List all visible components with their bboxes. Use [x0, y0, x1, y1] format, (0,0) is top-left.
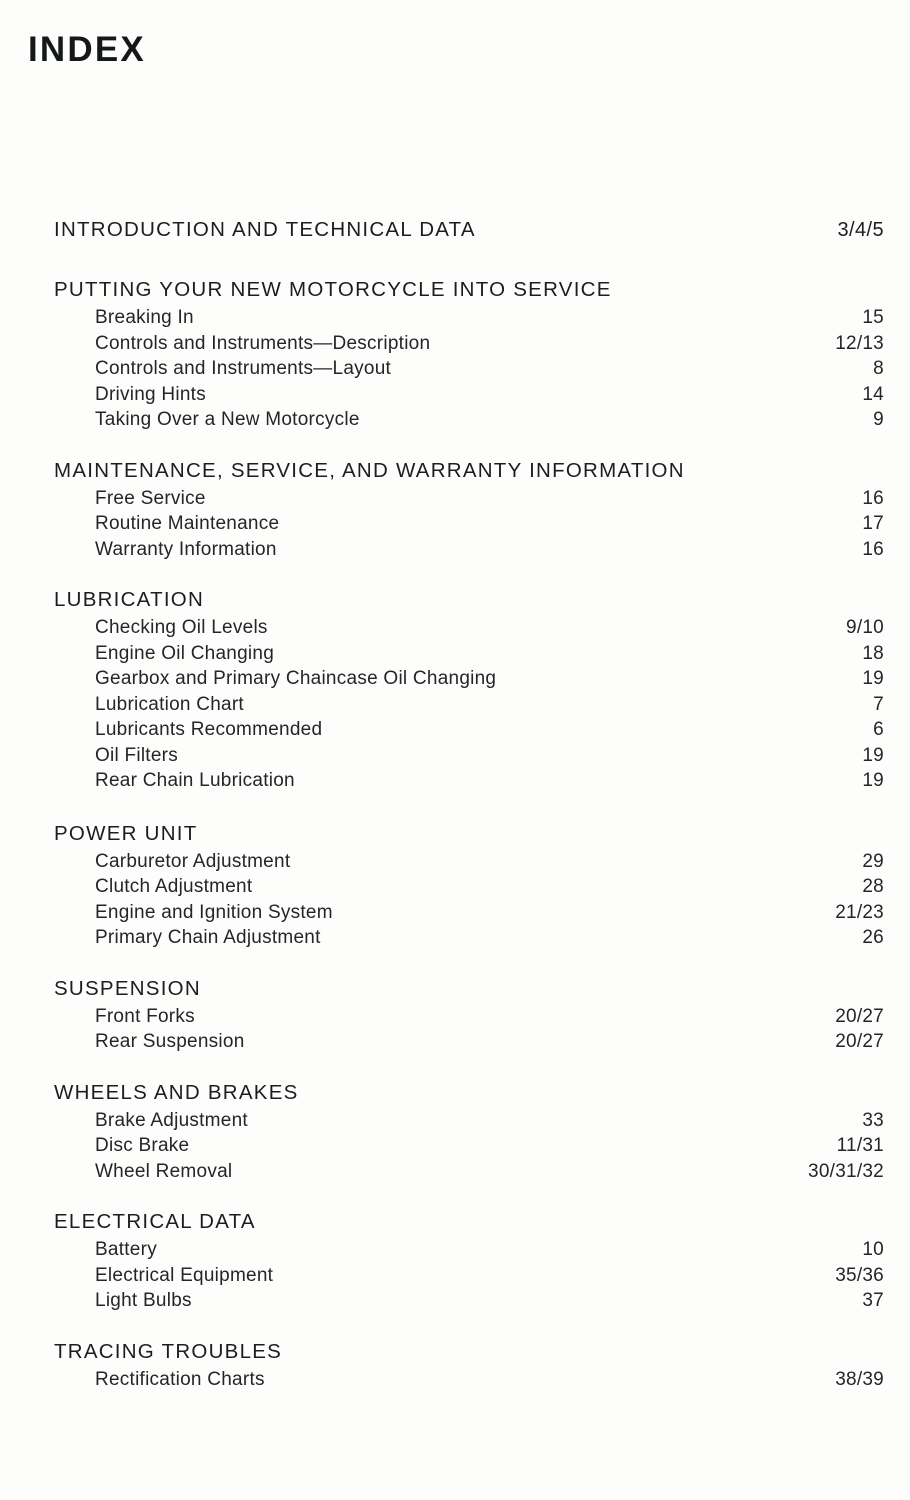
toc-entry[interactable] — [95, 382, 884, 408]
toc-entry[interactable] — [95, 1159, 884, 1185]
toc-entry-pages: 18 — [862, 642, 884, 664]
toc-section-header[interactable] — [54, 588, 884, 612]
toc-section-title: ELECTRICAL DATA — [54, 1210, 256, 1233]
toc-entry[interactable] — [95, 925, 884, 951]
toc-section-title: POWER UNIT — [54, 821, 198, 845]
toc-entry-label: Rectification Charts — [95, 1368, 265, 1390]
toc-entry-pages: 20/27 — [835, 1005, 884, 1027]
toc-entry-pages: 26 — [862, 927, 884, 948]
toc-section-header[interactable] — [54, 822, 884, 846]
toc-entry-pages: 19 — [862, 744, 884, 766]
toc-section-title: TRACING TROUBLES — [54, 1339, 283, 1363]
toc-section-header[interactable] — [54, 1340, 884, 1364]
toc-entry-pages: 20/27 — [835, 1031, 884, 1052]
toc-section — [54, 1081, 884, 1185]
toc-entry[interactable] — [95, 615, 884, 641]
toc-entry-label: Free Service — [95, 487, 206, 509]
toc-entry-pages: 37 — [862, 1290, 884, 1311]
toc-section-title: LUBRICATION — [54, 588, 205, 611]
toc-entry-pages: 9 — [873, 409, 884, 430]
toc-entry-pages: 29 — [862, 850, 884, 872]
toc-entry[interactable] — [95, 768, 884, 794]
toc-section-header[interactable] — [54, 1081, 884, 1105]
toc-section — [54, 977, 884, 1055]
toc-section-title: MAINTENANCE, SERVICE, AND WARRANTY INFORMATION — [54, 458, 685, 482]
toc-entry[interactable] — [95, 486, 884, 512]
toc-entry-pages: 15 — [862, 307, 884, 328]
toc-section-header[interactable] — [54, 218, 884, 242]
toc-entry-label: Clutch Adjustment — [95, 876, 253, 897]
toc-entry-pages: 14 — [862, 383, 884, 405]
toc-section — [54, 588, 884, 794]
toc-entry-label: Controls and Instruments—Layout — [95, 358, 392, 379]
toc-entry[interactable] — [95, 1367, 884, 1393]
toc-entry[interactable] — [95, 537, 884, 563]
toc-entry-pages: 38/39 — [835, 1368, 884, 1390]
toc-entry-label: Engine and Ignition System — [95, 901, 333, 923]
toc-entry-label: Gearbox and Primary Chaincase Oil Changing — [95, 668, 497, 689]
toc-entry[interactable] — [95, 331, 884, 357]
toc-entry-pages: 19 — [862, 770, 884, 791]
toc-entry-pages: 12/13 — [835, 332, 884, 354]
toc-entry-label: Light Bulbs — [95, 1290, 192, 1311]
toc-section — [54, 278, 884, 433]
toc-entry[interactable] — [95, 743, 884, 769]
toc-section — [54, 1340, 884, 1393]
toc-entry-label: Brake Adjustment — [95, 1109, 248, 1131]
toc-entry[interactable] — [95, 1029, 884, 1055]
toc-entry-label: Front Forks — [95, 1005, 195, 1027]
toc-section-title: PUTTING YOUR NEW MOTORCYCLE INTO SERVICE — [54, 278, 612, 301]
toc-entry-label: Rear Suspension — [95, 1031, 245, 1052]
toc-entry[interactable] — [95, 1237, 884, 1263]
toc-entry[interactable] — [95, 1288, 884, 1314]
toc-entry-label: Breaking In — [95, 307, 194, 328]
toc-entry-pages: 30/31/32 — [808, 1160, 884, 1182]
toc-entry-label: Checking Oil Levels — [95, 617, 268, 638]
toc-entry-label: Driving Hints — [95, 383, 206, 405]
toc-entry-label: Battery — [95, 1239, 157, 1260]
toc-entry-pages: 9/10 — [846, 617, 884, 638]
toc-entry[interactable] — [95, 356, 884, 382]
toc-entry-label: Lubricants Recommended — [95, 719, 323, 740]
toc-entry-label: Engine Oil Changing — [95, 642, 275, 664]
toc-entry-label: Controls and Instruments—Description — [95, 332, 431, 354]
toc-entry-pages: 28 — [862, 876, 884, 897]
toc-entry[interactable] — [95, 666, 884, 692]
toc-entry-pages: 17 — [862, 513, 884, 534]
toc-entry-label: Routine Maintenance — [95, 513, 280, 534]
toc-entry-pages: 7 — [873, 693, 884, 715]
toc-entry-pages: 19 — [862, 668, 884, 689]
toc-entry-label: Electrical Equipment — [95, 1264, 274, 1286]
toc-section-title: WHEELS AND BRAKES — [54, 1080, 299, 1104]
toc-entry-pages: 8 — [873, 358, 884, 379]
toc-entry-label: Lubrication Chart — [95, 693, 244, 715]
toc-entry-list — [95, 849, 884, 951]
toc-section-header[interactable] — [54, 1210, 884, 1234]
toc-entry-pages: 6 — [873, 719, 884, 740]
toc-entry[interactable] — [95, 641, 884, 667]
toc-entry[interactable] — [95, 717, 884, 743]
toc-entry-label: Taking Over a New Motorcycle — [95, 409, 360, 430]
table-of-contents — [54, 218, 884, 1418]
toc-section-title: INTRODUCTION AND TECHNICAL DATA — [54, 218, 476, 241]
toc-entry-label: Primary Chain Adjustment — [95, 927, 321, 948]
toc-entry-list — [95, 305, 884, 433]
toc-entry-label: Warranty Information — [95, 538, 277, 560]
toc-entry-label: Rear Chain Lubrication — [95, 770, 295, 791]
toc-section-header[interactable] — [54, 278, 884, 302]
toc-section — [54, 822, 884, 951]
toc-entry-pages: 11/31 — [836, 1135, 884, 1156]
toc-entry[interactable] — [95, 692, 884, 718]
toc-entry[interactable] — [95, 1133, 884, 1159]
toc-entry-pages: 16 — [862, 538, 884, 560]
toc-entry-list — [95, 615, 884, 794]
toc-section — [54, 1210, 884, 1314]
toc-entry-list — [95, 1004, 884, 1055]
toc-entry[interactable] — [95, 511, 884, 537]
toc-entry-label: Oil Filters — [95, 744, 178, 766]
toc-entry[interactable] — [95, 900, 884, 926]
toc-section-header[interactable] — [54, 977, 884, 1001]
toc-section-title: SUSPENSION — [54, 976, 201, 1000]
toc-entry-pages: 33 — [862, 1109, 884, 1131]
toc-entry-list — [95, 1367, 884, 1393]
toc-entry-list — [95, 1108, 884, 1185]
toc-section — [54, 459, 884, 563]
toc-entry-pages: 21/23 — [835, 901, 884, 923]
toc-section-header[interactable] — [54, 459, 884, 483]
toc-entry[interactable] — [95, 849, 884, 875]
toc-entry[interactable] — [95, 407, 884, 433]
toc-entry-pages: 16 — [862, 487, 884, 509]
toc-entry[interactable] — [95, 874, 884, 900]
page-title: INDEX — [28, 30, 146, 69]
toc-entry[interactable] — [95, 1004, 884, 1030]
toc-entry[interactable] — [95, 305, 884, 331]
toc-entry[interactable] — [95, 1263, 884, 1289]
toc-entry-label: Disc Brake — [95, 1135, 190, 1156]
toc-entry-list — [95, 486, 884, 563]
toc-entry-pages: 10 — [862, 1239, 884, 1260]
toc-entry-label: Wheel Removal — [95, 1160, 233, 1182]
toc-entry-list — [95, 1237, 884, 1314]
toc-entry-pages: 35/36 — [835, 1264, 884, 1286]
toc-section — [54, 218, 884, 242]
toc-entry[interactable] — [95, 1108, 884, 1134]
toc-section-pages: 3/4/5 — [837, 219, 884, 241]
toc-entry-label: Carburetor Adjustment — [95, 850, 291, 872]
